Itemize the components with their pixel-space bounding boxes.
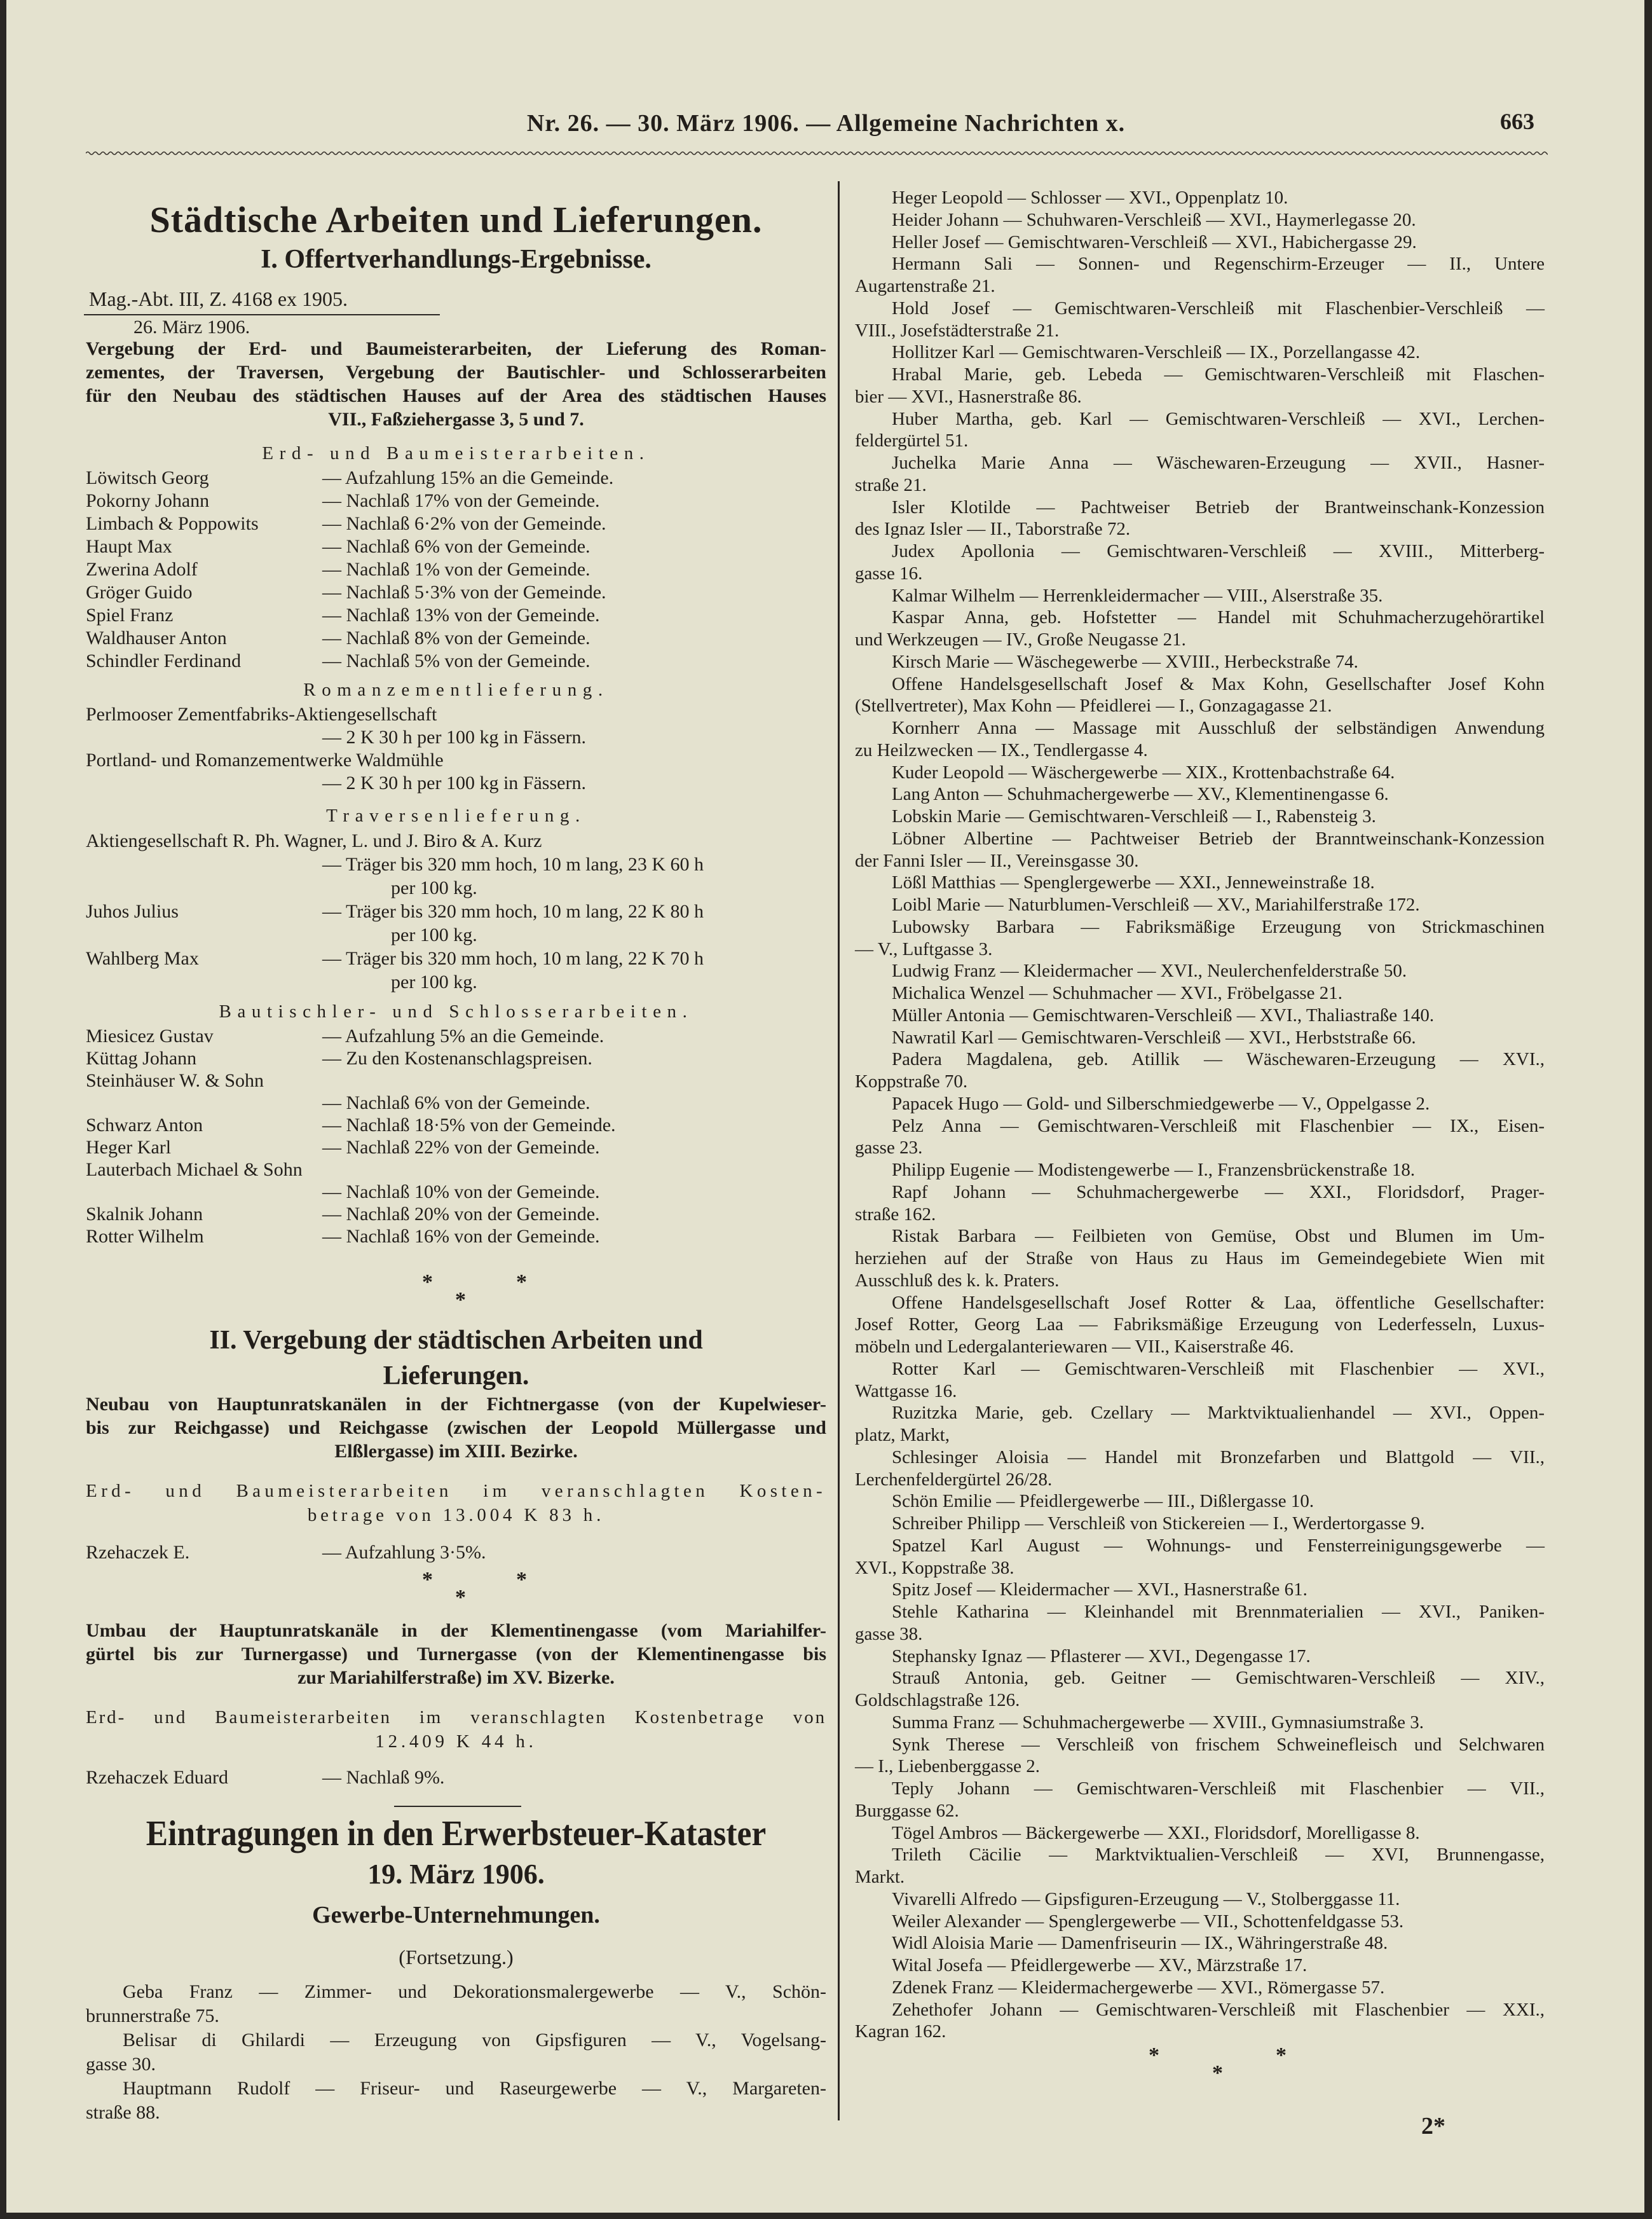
entry-line: Zehethofer Johann — Gemischtwaren-Verschleiß mit Flaschenbier — XXI., — [892, 1999, 1545, 2020]
entry-line: Hrabal Marie, geb. Lebeda — Gemischtwaren-Verschleiß mit Flaschen- — [892, 364, 1545, 385]
bidder-name: Aktiengesellschaft R. Ph. Wagner, L. und J. Biro & A. Kurz — [86, 830, 542, 851]
paragraph-line: gürtel bis zur Turnergasse) und Turnergasse (von der Klementinengasse bis — [86, 1644, 826, 1665]
group-heading: Romanzementlieferung. — [303, 680, 609, 700]
list-item — [855, 1159, 1545, 1181]
reference-underline — [84, 314, 440, 315]
group-heading: Bautischler- und Schlosserarbeiten. — [219, 1001, 693, 1022]
entry-line: zu Heilzwecken — IX., Tendlergasse 4. — [855, 739, 1148, 760]
list-item — [855, 1402, 1545, 1446]
result-row — [86, 1114, 826, 1136]
paragraph-line: VII., Faßziehergasse 3, 5 und 7. — [328, 409, 584, 430]
entry-line: straße 162. — [855, 1204, 936, 1225]
list-item — [855, 1027, 1545, 1049]
bid-result: per 100 kg. — [391, 877, 477, 898]
entry-line: Teply Johann — Gemischtwaren-Verschleiß mit Flaschenbier — VII., — [892, 1778, 1545, 1799]
bidder-name: Waldhauser Anton — [86, 628, 227, 649]
entry-line: Pelz Anna — Gemischtwaren-Verschleiß mit Flaschenbier — IX., Eisen- — [892, 1115, 1545, 1136]
separator-asterisk: * — [1212, 2061, 1223, 2085]
bid-result: — Nachlaß 5% von der Gemeinde. — [322, 650, 590, 671]
entry-line: Huber Martha, geb. Karl — Gemischtwaren-Verschleiß — XVI., Lerchen- — [892, 408, 1545, 429]
bidder-name: Rotter Wilhelm — [86, 1226, 204, 1247]
group-traversen — [86, 804, 826, 994]
list-item — [855, 1579, 1545, 1601]
entry-line: feldergürtel 51. — [855, 430, 969, 451]
list-item — [855, 1778, 1545, 1822]
bid-result: — Nachlaß 9%. — [322, 1767, 445, 1788]
list-item — [855, 783, 1545, 806]
result-row — [86, 1025, 826, 1047]
entry-line: Kornherr Anna — Massage mit Ausschluß der selbständigen Anwendung — [892, 718, 1545, 738]
entry-line: straße 88. — [86, 2102, 160, 2123]
entry-line: Lößl Matthias — Spenglergewerbe — XXI., Jenneweinstraße 18. — [892, 872, 1375, 893]
entry-line: Offene Handelsgesellschaft Josef Rotter & Laa, öffentliche Gesellschafter: — [892, 1292, 1545, 1313]
entry-line: Ristak Barbara — Feilbieten von Gemüse, Obst und Blumen im Um- — [892, 1226, 1545, 1247]
list-item — [855, 894, 1545, 916]
entry-line: Belisar di Ghilardi — Erzeugung von Gipsfiguren — V., Vogelsang- — [123, 2030, 826, 2051]
result-row — [86, 703, 826, 749]
result-first-line — [86, 558, 826, 581]
entry-line: Tögel Ambros — Bäckergewerbe — XXI., Floridsdorf, Morelligasse 8. — [892, 1822, 1420, 1843]
paragraph-line: bis zur Reichgasse) und Reichgasse (zwischen der Leopold Müllergasse und — [86, 1417, 826, 1438]
entry-line: Offene Handelsgesellschaft Josef & Max Kohn, Gesellschafter Josef Kohn — [892, 673, 1545, 694]
result-first-line — [86, 900, 826, 923]
result-row — [86, 490, 826, 512]
bidder-name: Lauterbach Michael & Sohn — [86, 1159, 303, 1180]
entry-line: Wattgasse 16. — [855, 1380, 957, 1401]
entry-line: Synk Therese — Verschleiß von frischem Schweinefleisch und Selchwaren — [892, 1734, 1545, 1755]
entry-line: Augartenstraße 21. — [855, 276, 995, 296]
bidder-name: Küttag Johann — [86, 1048, 197, 1069]
entry-line: gasse 23. — [855, 1137, 923, 1158]
list-item — [855, 364, 1545, 408]
entry-line: Lang Anton — Schuhmachergewerbe — XV., Klementinengasse 6. — [892, 784, 1389, 805]
reference-date: 26. März 1906. — [133, 317, 250, 338]
list-item — [855, 1932, 1545, 1955]
entry-line: platz, Markt, — [855, 1425, 950, 1445]
bidder-name: Perlmooser Zementfabriks-Aktiengesellschaft — [86, 704, 437, 725]
separator-asterisk: * — [516, 1270, 527, 1294]
entry-line: Zdenek Franz — Kleidermachergewerbe — XVI., Römergasse 57. — [892, 1977, 1385, 1998]
bidder-name: Steinhäuser W. & Sohn — [86, 1070, 264, 1091]
page-number: 663 — [1500, 109, 1534, 134]
entry-line: (Stellvertreter), Max Kohn — Pfeidlerei — I., Gonzagagasse 21. — [855, 696, 1332, 717]
entry-line: der Fanni Isler — II., Vereinsgasse 30. — [855, 850, 1139, 871]
section-2-heading-1 — [86, 1479, 826, 1527]
bid-result: — Nachlaß 6% von der Gemeinde. — [322, 1092, 590, 1113]
entry-line: Ausschluß des k. k. Praters. — [855, 1270, 1060, 1291]
entry-line: Nawratil Karl — Gemischtwaren-Verschleiß — XVI., Herbststraße 66. — [892, 1027, 1416, 1048]
entry-line: Summa Franz — Schuhmachergewerbe — XVIII., Gymnasiumstraße 3. — [892, 1712, 1424, 1733]
result-first-line — [86, 581, 826, 604]
entry-line: Hermann Sali — Sonnen- und Regenschirm-Erzeuger — II., Untere — [892, 254, 1545, 275]
list-item — [855, 960, 1545, 982]
bidder-name: Heger Karl — [86, 1137, 172, 1158]
bidder-name: Wahlberg Max — [86, 948, 199, 969]
group-romanzement — [86, 678, 826, 795]
entry-line: — V., Luftgasse 3. — [855, 938, 993, 959]
bid-result: per 100 kg. — [391, 924, 477, 945]
bidder-name: Miesicez Gustav — [86, 1026, 214, 1047]
list-item — [855, 253, 1545, 298]
bid-result: — Nachlaß 1% von der Gemeinde. — [322, 559, 590, 580]
bid-result: — Träger bis 320 mm hoch, 10 m lang, 23 K 60 h — [322, 854, 704, 875]
entry-line: Strauß Antonia, geb. Geitner — Gemischtwaren-Verschleiß — XIV., — [892, 1668, 1545, 1689]
entry-line: Schreiber Philipp — Verschleiß von Stickereien — I., Werdertorgasse 9. — [892, 1513, 1425, 1534]
separator-asterisk: * — [455, 1586, 466, 1609]
entry-line: gasse 30. — [86, 2054, 156, 2075]
list-item — [855, 1005, 1545, 1027]
result-row — [86, 1136, 826, 1158]
list-item — [855, 1734, 1545, 1778]
entry-line: Ruzitzka Marie, geb. Czellary — Marktviktualienhandel — XVI., Oppen- — [892, 1403, 1545, 1424]
list-item — [855, 187, 1545, 209]
paragraph-line: zementes, der Traversen, Vergebung der Bautischler- und Schlosserarbeiten — [86, 362, 826, 383]
group-heading: Traversenlieferung. — [326, 806, 586, 826]
bid-result: — 2 K 30 h per 100 kg in Fässern. — [322, 727, 586, 748]
list-item — [855, 1115, 1545, 1160]
result-row — [86, 900, 826, 947]
result-row — [86, 512, 826, 535]
bid-result: — 2 K 30 h per 100 kg in Fässern. — [322, 773, 586, 793]
entry-line: Schön Emilie — Pfeidlergewerbe — III., Dißlergasse 10. — [892, 1491, 1314, 1512]
list-item — [855, 1535, 1545, 1579]
section-2-paragraph-1 — [86, 1392, 826, 1463]
result-row — [86, 558, 826, 581]
bid-result: — Nachlaß 10% von der Gemeinde. — [322, 1181, 600, 1202]
result-first-line — [86, 1136, 826, 1158]
spaced-heading-line: Erd- und Baumeisterarbeiten im veranschlagten Kostenbetrage von — [86, 1707, 826, 1728]
bidder-name: Limbach & Poppowits — [86, 513, 259, 534]
list-item — [855, 607, 1545, 651]
list-item — [855, 1292, 1545, 1358]
bid-result: — Nachlaß 6% von der Gemeinde. — [322, 536, 590, 557]
paragraph-line: Umbau der Hauptunratskanäle in der Klementinengasse (vom Mariahilfer- — [86, 1620, 826, 1641]
list-item — [855, 585, 1545, 607]
list-item — [86, 1980, 826, 2028]
intro-paragraph — [86, 337, 826, 431]
result-row — [86, 581, 826, 604]
result-row — [86, 535, 826, 558]
entry-line: straße 21. — [855, 474, 927, 495]
list-item — [855, 1667, 1545, 1712]
reference-number: Mag.-Abt. III, Z. 4168 ex 1905. — [89, 287, 348, 310]
bid-result: — Nachlaß 8% von der Gemeinde. — [322, 628, 590, 649]
bidder-name: Juhos Julius — [86, 901, 179, 922]
list-item — [855, 1712, 1545, 1734]
list-item — [855, 408, 1545, 453]
entry-line: Philipp Eugenie — Modistengewerbe — I., Franzensbrückenstraße 18. — [892, 1160, 1416, 1180]
bid-result: — Nachlaß 6·2% von der Gemeinde. — [322, 513, 606, 534]
list-item — [855, 1955, 1545, 1977]
section-2-heading-2 — [86, 1705, 826, 1754]
entry-line: Weiler Alexander — Spenglergewerbe — VII., Schottenfeldgasse 53. — [892, 1911, 1404, 1932]
bid-result: — Nachlaß 13% von der Gemeinde. — [322, 605, 600, 626]
entry-line: Trileth Cäcilie — Marktviktualien-Verschleiß — XVI, Brunnengasse, — [892, 1845, 1545, 1865]
result-first-line — [86, 1225, 826, 1247]
list-item — [855, 298, 1545, 342]
header-wavy-rule — [86, 150, 1548, 156]
spaced-heading-line: Erd- und Baumeisterarbeiten im veranschlagten Kosten- — [86, 1481, 826, 1501]
result-row — [86, 627, 826, 650]
spaced-heading-line: betrage von 13.004 K 83 h. — [307, 1505, 605, 1525]
bidder-name: Spiel Franz — [86, 605, 174, 626]
section-2-title-line: Lieferungen. — [383, 1361, 529, 1391]
result-row — [86, 1203, 826, 1225]
paragraph-line: Elßlergasse) im XIII. Bezirke. — [334, 1441, 578, 1462]
section-2-title-line: II. Vergebung der städtischen Arbeiten und — [209, 1326, 703, 1355]
entry-line: Josef Rotter, Georg Laa — Fabriksmäßige Erzeugung von Lederfesseln, Luxus- — [855, 1314, 1545, 1335]
bidder-name: Rzehaczek Eduard — [86, 1767, 229, 1788]
section-3-date: 19. März 1906. — [367, 1858, 545, 1890]
result-row — [86, 1158, 826, 1203]
entry-line: — I., Liebenberggasse 2. — [855, 1756, 1040, 1777]
list-item — [855, 497, 1545, 541]
list-item — [855, 1225, 1545, 1291]
bidder-name: Löwitsch Georg — [86, 467, 209, 488]
entry-line: Hollitzer Karl — Gemischtwaren-Verschleiß — IX., Porzellangasse 42. — [892, 342, 1421, 363]
entry-line: Kagran 162. — [855, 2021, 946, 2042]
list-item — [855, 341, 1545, 364]
entry-line: Rapf Johann — Schuhmachergewerbe — XXI., Floridsdorf, Prager- — [892, 1181, 1545, 1202]
entry-line: Papacek Hugo — Gold- und Silberschmiedgewerbe — V., Oppelgasse 2. — [892, 1093, 1430, 1114]
entry-line: XVI., Koppstraße 38. — [855, 1557, 1014, 1578]
list-item — [855, 1888, 1545, 1911]
bid-result: — Zu den Kostenanschlagspreisen. — [322, 1048, 592, 1069]
entry-line: Goldschlagstraße 126. — [855, 1690, 1020, 1710]
bidder-name: Gröger Guido — [86, 582, 193, 603]
bid-result: — Träger bis 320 mm hoch, 10 m lang, 22 K 70 h — [322, 948, 704, 969]
entry-line: Kirsch Marie — Wäschegewerbe — XVIII., Herbeckstraße 74. — [892, 651, 1358, 672]
list-item — [855, 1093, 1545, 1115]
separator-asterisk: * — [455, 1288, 466, 1312]
list-item — [855, 1822, 1545, 1845]
list-item — [855, 1645, 1545, 1668]
section-3-entries — [86, 1980, 826, 2125]
section-3-subtitle: Gewerbe-Unternehmungen. — [312, 1902, 600, 1928]
list-item — [855, 209, 1545, 231]
section-1-title: I. Offertverhandlungs-Ergebnisse. — [261, 245, 652, 274]
page-title: Städtische Arbeiten und Lieferungen. — [149, 199, 763, 240]
bid-result: — Nachlaß 22% von der Gemeinde. — [322, 1137, 600, 1158]
register-entries — [855, 187, 1545, 2043]
entry-line: Burggasse 62. — [855, 1800, 959, 1821]
list-item — [86, 2028, 826, 2077]
entry-line: Rotter Karl — Gemischtwaren-Verschleiß mit Flaschenbier — XVI., — [892, 1358, 1545, 1379]
entry-line: Stephansky Ignaz — Pflasterer — XVI., Degengasse 17. — [892, 1645, 1311, 1666]
entry-line: Judex Apollonia — Gemischtwaren-Verschleiß — XVIII., Mitterberg- — [892, 541, 1545, 561]
result-row — [86, 650, 826, 673]
spaced-heading-line: 12.409 K 44 h. — [375, 1731, 537, 1752]
section-3-note: (Fortsetzung.) — [399, 1946, 514, 1968]
entry-line: Padera Magdalena, geb. Atillik — Wäschewaren-Erzeugung — XVI., — [892, 1049, 1545, 1070]
list-item — [86, 2077, 826, 2125]
section-2-title — [86, 1322, 826, 1394]
separator-asterisk: * — [422, 1270, 433, 1294]
result-first-line — [86, 535, 826, 558]
result-first-line — [86, 1047, 826, 1069]
section-3-title: Eintragungen in den Erwerbsteuer-Kataster — [146, 1814, 767, 1853]
group-bautischler — [86, 1000, 826, 1247]
group-heading: Erd- und Baumeisterarbeiten. — [262, 443, 650, 464]
signature-mark: 2* — [1421, 2113, 1445, 2140]
result-first-line — [86, 467, 826, 490]
list-item — [855, 916, 1545, 961]
result-first-line — [86, 627, 826, 650]
entry-line: Hauptmann Rudolf — Friseur- und Raseurgewerbe — V., Margareten- — [123, 2078, 826, 2099]
entry-line: Kuder Leopold — Wäschergewerbe — XIX., Krottenbachstraße 64. — [892, 762, 1395, 783]
entry-line: Michalica Wenzel — Schuhmacher — XVI., Fröbelgasse 21. — [892, 983, 1343, 1003]
result-row — [86, 829, 826, 900]
entry-line: Koppstraße 70. — [855, 1071, 968, 1092]
entry-line: Hold Josef — Gemischtwaren-Verschleiß mit Flaschenbier-Verschleiß — — [892, 298, 1545, 319]
list-item — [855, 1977, 1545, 1999]
entry-line: Kalmar Wilhelm — Herrenkleidermacher — VIII., Alserstraße 35. — [892, 585, 1383, 606]
entry-line: des Ignaz Isler — II., Taborstraße 72. — [855, 519, 1131, 540]
bid-result: — Nachlaß 18·5% von der Gemeinde. — [322, 1115, 616, 1136]
entry-line: Widl Aloisia Marie — Damenfriseurin — IX., Währingerstraße 48. — [892, 1933, 1388, 1954]
list-item — [855, 673, 1545, 718]
bidder-name: Zwerina Adolf — [86, 559, 198, 580]
entry-line: Schlesinger Aloisia — Handel mit Bronzefarben und Blattgold — VII., — [892, 1446, 1545, 1467]
bid-result: — Träger bis 320 mm hoch, 10 m lang, 22 K 80 h — [322, 901, 704, 922]
result-row — [86, 1541, 826, 1564]
entry-line: und Werkzeugen — IV., Große Neugasse 21. — [855, 629, 1186, 650]
list-item — [855, 1601, 1545, 1645]
list-item — [855, 1911, 1545, 1933]
entry-line: Stehle Katharina — Kleinhandel mit Brennmaterialien — XVI., Paniken- — [892, 1602, 1545, 1622]
entry-line: Heider Johann — Schuhwaren-Verschleiß — XVI., Haymerlegasse 20. — [892, 209, 1416, 230]
list-item — [855, 717, 1545, 762]
entry-line: VIII., Josefstädterstraße 21. — [855, 320, 1060, 341]
result-first-line — [86, 1114, 826, 1136]
separator-asterisk: * — [1276, 2044, 1287, 2067]
result-row — [86, 1047, 826, 1069]
entry-line: Lerchenfeldergürtel 26/28. — [855, 1469, 1053, 1490]
list-item — [855, 1358, 1545, 1403]
list-item — [855, 1181, 1545, 1226]
entry-line: Wital Josefa — Pfeidlergewerbe — XV., Märzstraße 17. — [892, 1955, 1307, 1975]
list-item — [855, 1048, 1545, 1093]
list-item — [855, 762, 1545, 784]
bidder-name: Pokorny Johann — [86, 490, 210, 511]
bid-result: — Aufzahlung 15% an die Gemeinde. — [322, 467, 614, 488]
bid-result: — Nachlaß 20% von der Gemeinde. — [322, 1204, 600, 1225]
entry-line: herziehen auf der Straße von Haus zu Haus im Gemeindegebiete Wien mit — [855, 1248, 1545, 1268]
paragraph-line: Neubau von Hauptunratskanälen in der Fichtnergasse (von der Kupelwieser- — [86, 1394, 826, 1415]
entry-line: Löbner Albertine — Pachtweiser Betrieb der Branntweinschank-Konzession — [892, 828, 1545, 849]
list-item — [855, 1844, 1545, 1888]
column-divider — [838, 181, 840, 2120]
result-first-line — [86, 604, 826, 627]
result-row — [86, 1069, 826, 1114]
entry-line: Geba Franz — Zimmer- und Dekorationsmalergewerbe — V., Schön- — [123, 1981, 826, 2002]
entry-line: Loibl Marie — Naturblumen-Verschleiß — XV., Mariahilferstraße 172. — [892, 895, 1420, 915]
result-row — [86, 749, 826, 795]
bid-result: per 100 kg. — [391, 972, 477, 993]
result-row — [86, 1225, 826, 1247]
bid-result: — Aufzahlung 5% an die Gemeinde. — [322, 1026, 604, 1047]
bid-result: — Nachlaß 5·3% von der Gemeinde. — [322, 582, 606, 603]
bid-result: — Aufzahlung 3·5%. — [322, 1542, 486, 1563]
entry-line: Kaspar Anna, geb. Hofstetter — Handel mit Schuhmacherzugehörartikel — [892, 607, 1545, 628]
entry-line: Ludwig Franz — Kleidermacher — XVI., Neulerchenfelderstraße 50. — [892, 961, 1407, 982]
bidder-name: Haupt Max — [86, 536, 172, 557]
result-first-line — [86, 1203, 826, 1225]
entry-line: Lobskin Marie — Gemischtwaren-Verschleiß — I., Rabensteig 3. — [892, 806, 1376, 827]
bid-result: — Nachlaß 17% von der Gemeinde. — [322, 490, 600, 511]
result-first-line — [86, 650, 826, 673]
separator-asterisk: * — [422, 1568, 433, 1591]
list-item — [855, 651, 1545, 673]
bidder-name: Rzehaczek E. — [86, 1542, 190, 1563]
list-item — [855, 1446, 1545, 1491]
entry-line: Müller Antonia — Gemischtwaren-Verschleiß — XVI., Thaliastraße 140. — [892, 1005, 1435, 1026]
paragraph-line: zur Mariahilferstraße) im XV. Bizerke. — [297, 1667, 615, 1688]
list-item — [855, 1513, 1545, 1535]
result-first-line — [86, 947, 826, 970]
entry-line: Markt. — [855, 1867, 905, 1887]
list-item — [855, 872, 1545, 894]
list-item — [855, 806, 1545, 828]
separator-asterisk: * — [1149, 2044, 1159, 2067]
result-row — [86, 1766, 826, 1789]
list-item — [855, 1490, 1545, 1513]
list-item — [855, 452, 1545, 497]
entry-line: gasse 16. — [855, 563, 923, 584]
list-item — [855, 231, 1545, 254]
entry-line: brunnerstraße 75. — [86, 2005, 219, 2026]
section-rule — [394, 1806, 521, 1807]
entry-line: Heller Josef — Gemischtwaren-Verschleiß — XVI., Habichergasse 29. — [892, 231, 1417, 252]
entry-line: Juchelka Marie Anna — Wäschewaren-Erzeugung — XVII., Hasner- — [892, 453, 1545, 473]
bidder-name: Skalnik Johann — [86, 1204, 203, 1225]
running-header: Nr. 26. — 30. März 1906. — Allgemeine Nachrichten x. — [526, 110, 1126, 137]
list-item — [855, 1999, 1545, 2044]
paragraph-line: für den Neubau des städtischen Hauses auf der Area des städtischen Hauses — [86, 385, 826, 406]
entry-line: Spitz Josef — Kleidermacher — XVI., Hasnerstraße 61. — [892, 1579, 1307, 1600]
entry-line: möbeln und Ledergalanteriewaren — VII., Kaiserstraße 46. — [855, 1336, 1294, 1357]
entry-line: Lubowsky Barbara — Fabriksmäßige Erzeugung von Strickmaschinen — [892, 916, 1545, 937]
entry-line: Heger Leopold — Schlosser — XVI., Oppenplatz 10. — [892, 188, 1288, 208]
entry-line: gasse 38. — [855, 1623, 923, 1644]
list-item — [855, 540, 1545, 585]
group-erd-baumeister — [86, 441, 826, 673]
bidder-name: Portland- und Romanzementwerke Waldmühle — [86, 750, 444, 771]
list-item — [855, 828, 1545, 872]
result-first-line — [86, 1025, 826, 1047]
result-first-line — [86, 512, 826, 535]
bidder-name: Schindler Ferdinand — [86, 650, 242, 671]
section-2-paragraph-2 — [86, 1619, 826, 1689]
paragraph-line: Vergebung der Erd- und Baumeisterarbeiten, der Lieferung des Roman- — [86, 338, 826, 359]
result-row — [86, 604, 826, 627]
entry-line: Spatzel Karl August — Wohnungs- und Fensterreinigungsgewerbe — — [892, 1535, 1545, 1556]
entry-line: Isler Klotilde — Pachtweiser Betrieb der Brantweinschank-Konzession — [892, 497, 1545, 518]
bid-result: — Nachlaß 16% von der Gemeinde. — [322, 1226, 600, 1247]
entry-line: Vivarelli Alfredo — Gipsfiguren-Erzeugung — V., Stolberggasse 11. — [892, 1888, 1400, 1909]
bidder-name: Schwarz Anton — [86, 1115, 203, 1136]
result-row — [86, 467, 826, 490]
result-row — [86, 947, 826, 994]
separator-asterisk: * — [516, 1568, 527, 1591]
list-item — [855, 982, 1545, 1005]
result-first-line — [86, 490, 826, 512]
entry-line: bier — XVI., Hasnerstraße 86. — [855, 386, 1082, 407]
